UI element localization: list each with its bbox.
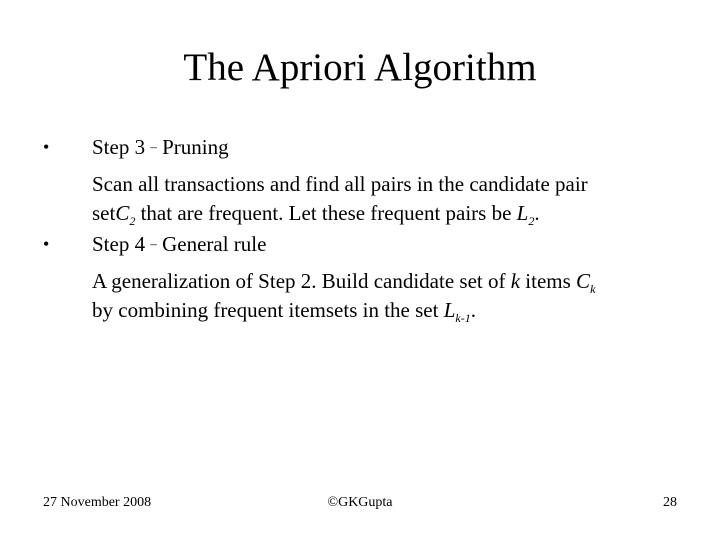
step-3-body-line-1: Scan all transactions and find all pairs in the candidate pair bbox=[92, 172, 588, 196]
math-subscript: k-1 bbox=[455, 311, 471, 325]
bullet-marker: • bbox=[43, 234, 50, 254]
step-label: Step 4 bbox=[92, 232, 146, 256]
step-4-heading bbox=[92, 230, 266, 258]
math-subscript: 2 bbox=[528, 214, 535, 228]
math-symbol: C bbox=[576, 269, 591, 293]
math-symbol: C bbox=[115, 201, 130, 225]
bullet-marker: • bbox=[43, 137, 50, 157]
step-dash: – bbox=[150, 236, 157, 251]
step-label: Step 3 bbox=[92, 135, 146, 159]
math-symbol: L bbox=[516, 201, 529, 225]
footer-date: 27 November 2008 bbox=[43, 495, 152, 510]
math-symbol: k bbox=[510, 269, 521, 293]
slide-title: The Apriori Algorithm bbox=[183, 46, 537, 89]
step-3-body-line-2 bbox=[92, 199, 540, 227]
text-fragment: items bbox=[520, 269, 577, 293]
footer-author: ©GKGupta bbox=[327, 495, 393, 510]
step-3-heading bbox=[92, 133, 229, 161]
text-fragment: A generalization of Step 2. Build candidate set of bbox=[92, 269, 511, 293]
text-fragment: that are frequent. Let these frequent pairs be bbox=[135, 201, 517, 225]
text-fragment: . bbox=[534, 201, 540, 225]
page-number: 28 bbox=[663, 495, 677, 510]
text-fragment: by combining frequent itemsets in the set bbox=[92, 298, 444, 322]
math-symbol: L bbox=[443, 298, 456, 322]
text-fragment: . bbox=[470, 298, 476, 322]
step-name: General rule bbox=[162, 232, 267, 256]
step-dash: – bbox=[150, 139, 157, 154]
step-4-body-line-2 bbox=[92, 296, 476, 324]
math-subscript: k bbox=[590, 282, 596, 296]
text-fragment: set bbox=[92, 201, 116, 225]
math-subscript: 2 bbox=[129, 214, 136, 228]
step-name: Pruning bbox=[162, 135, 229, 159]
step-4-body-line-1 bbox=[92, 267, 595, 295]
